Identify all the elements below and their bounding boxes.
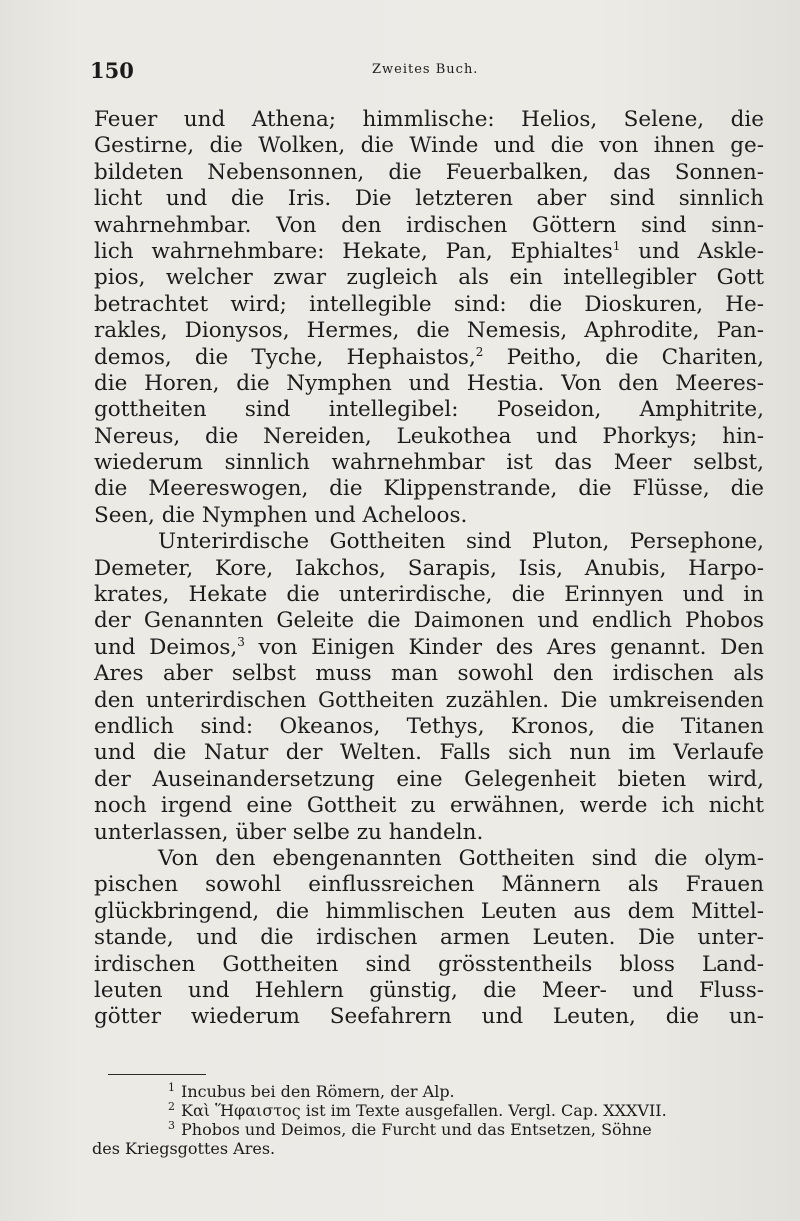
text-line: Ares aber selbst muss man sowohl den irdischen als	[94, 661, 764, 687]
text-line: Seen, die Nymphen und Acheloos.	[94, 502, 468, 528]
page-number: 150	[90, 58, 134, 83]
text-line: Demeter, Kore, Iakchos, Sarapis, Isis, Anubis, Harpo-	[94, 555, 764, 581]
footnote-text: Phobos und Deimos, die Furcht und das Entsetzen, Söhne	[181, 1120, 652, 1139]
footnote-text: des Kriegsgottes Ares.	[92, 1139, 276, 1158]
text-line: Nereus, die Nereiden, Leukothea und Phorkys; hin-	[94, 423, 764, 449]
text-segment: lich wahrnehmbare: Hekate, Pan, Ephialtes	[94, 238, 613, 264]
body-text	[94, 107, 764, 1031]
text-line: Feuer und Athena; himmlische: Helios, Selene, die	[94, 107, 764, 132]
footnote-ref-1: 1	[612, 238, 621, 253]
text-line	[94, 239, 764, 265]
text-line: irdischen Gottheiten sind grösstentheils bloss Land-	[94, 951, 764, 977]
text-line: den unterirdischen Gottheiten zuzählen. Die umkreisenden	[94, 687, 764, 713]
footnote-marker: 3	[168, 1118, 175, 1132]
text-line: gottheiten sind intellegibel: Poseidon, Amphitrite,	[94, 397, 764, 423]
text-line	[94, 345, 764, 371]
text-line: der Genannten Geleite die Daimonen und endlich Phobos	[94, 608, 764, 634]
footnote-2	[108, 1101, 772, 1120]
text-segment: und Askle-	[620, 238, 764, 264]
text-line: noch irgend eine Gottheit zu erwähnen, werde ich nicht	[94, 793, 764, 819]
footnote-text: Καὶ Ἥφαιστος ist im Texte ausgefallen. Vergl. Cap. XXXVII.	[181, 1101, 667, 1120]
text-line: betrachtet wird; intellegible sind: die Dioskuren, He-	[94, 291, 764, 317]
text-line: die Horen, die Nymphen und Hestia. Von den Meeres-	[94, 370, 764, 396]
footnote-marker: 2	[168, 1099, 175, 1113]
text-line: götter wiederum Seefahrern und Leuten, die un-	[94, 1004, 764, 1030]
text-segment: von Einigen Kinder des Ares genannt. Den	[244, 634, 764, 660]
text-line: rakles, Dionysos, Hermes, die Nemesis, Aphrodite, Pan-	[94, 318, 764, 344]
text-line: unterlassen, über selbe zu handeln.	[94, 819, 484, 845]
text-line: wahrnehmbar. Von den irdischen Göttern sind sinn-	[94, 212, 764, 238]
text-line: die Meereswogen, die Klippenstrande, die Flüsse, die	[94, 476, 764, 502]
footnote-1	[108, 1082, 772, 1101]
text-line: bildeten Nebensonnen, die Feuerbalken, das Sonnen-	[94, 159, 764, 185]
footnote-marker: 1	[168, 1080, 175, 1094]
page-header	[90, 58, 730, 88]
text-line: pischen sowohl einflussreichen Männern als Frauen	[94, 872, 764, 898]
text-line: Von den ebengenannten Gottheiten sind die olym-	[158, 845, 764, 871]
text-line: endlich sind: Okeanos, Tethys, Kronos, die Titanen	[94, 713, 764, 739]
footnote-ref-2: 2	[475, 344, 484, 359]
text-line: Gestirne, die Wolken, die Winde und die von ihnen ge-	[94, 133, 764, 159]
footnote-3-continuation	[92, 1139, 772, 1158]
text-line: stande, und die irdischen armen Leuten. Die unter-	[94, 925, 764, 951]
text-segment: und Deimos,	[94, 634, 238, 660]
text-segment: demos, die Tyche, Hephaistos,	[94, 344, 476, 370]
text-segment: Peitho, die Chariten,	[483, 344, 764, 370]
text-line: der Auseinandersetzung eine Gelegenheit bieten wird,	[94, 766, 764, 792]
footnotes	[92, 1080, 772, 1158]
text-line: glückbringend, die himmlischen Leuten aus dem Mittel-	[94, 898, 764, 924]
footnote-text: Incubus bei den Römern, der Alp.	[181, 1082, 455, 1101]
text-line: licht und die Iris. Die letzteren aber sind sinnlich	[94, 186, 764, 212]
text-line: pios, welcher zwar zugleich als ein intellegibler Gott	[94, 265, 764, 291]
text-line: krates, Hekate die unterirdische, die Erinnyen und in	[94, 582, 764, 608]
running-head: Zweites Buch.	[372, 62, 479, 77]
text-line: wiederum sinnlich wahrnehmbar ist das Meer selbst,	[94, 450, 764, 476]
text-line: Unterirdische Gottheiten sind Pluton, Persephone,	[158, 529, 764, 555]
text-line: leuten und Hehlern günstig, die Meer- und Fluss-	[94, 977, 764, 1003]
footnote-divider	[108, 1074, 206, 1075]
text-line: und die Natur der Welten. Falls sich nun im Verlaufe	[94, 740, 764, 766]
footnote-ref-3: 3	[237, 634, 245, 649]
text-line	[94, 635, 764, 661]
footnote-3	[108, 1120, 772, 1139]
